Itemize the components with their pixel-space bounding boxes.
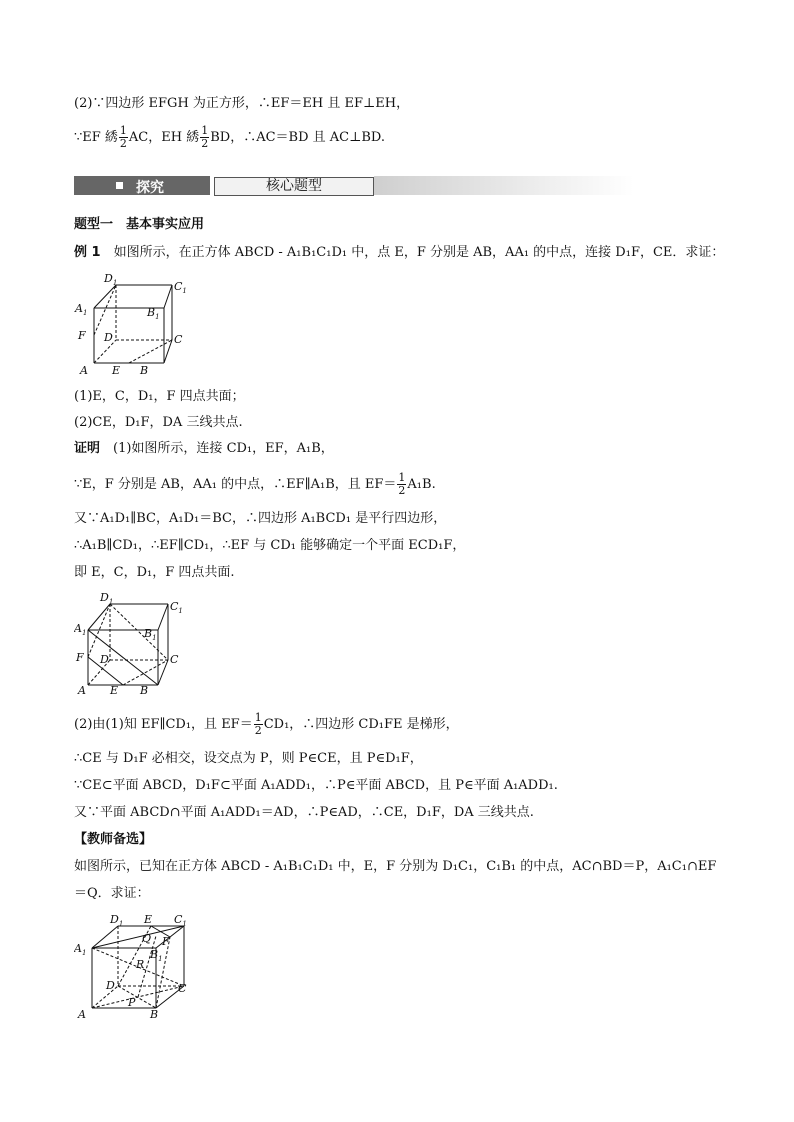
proof-line-6: [74, 712, 459, 737]
label-b1: $B_1$: [147, 306, 160, 321]
label-r: R: [136, 958, 145, 971]
label-q: Q: [142, 932, 152, 945]
label-d: D: [106, 979, 115, 992]
proof-label: 证明: [74, 441, 101, 456]
label-f: F: [76, 651, 84, 664]
example-line: [74, 244, 724, 262]
proof-line-4: ∴A₁B∥CD₁，∴EF∥CD₁，∴EF 与 CD₁ 能够确定一个平面 ECD₁F，: [74, 538, 466, 553]
cube-figure-1: [74, 268, 194, 378]
label-b: B: [150, 1008, 159, 1021]
proof-line-3: 又∵A₁D₁∥BC，A₁D₁＝BC，∴四边形 A₁BCD₁ 是平行四边形，: [74, 511, 447, 526]
teacher-line-1: 如图所示，已知在正方体 ABCD - A₁B₁C₁D₁ 中，E，F 分别为 D₁C₁，C₁B₁ 的中点，AC∩BD＝P，A₁C₁∩EF: [74, 859, 717, 874]
teacher-line-2: ＝Q．求证：: [74, 886, 150, 901]
proof-line-2: [74, 472, 436, 497]
edge-a1d1: [94, 285, 116, 308]
text-line-p2: [74, 125, 385, 150]
label-d1: $D_1$: [104, 272, 118, 287]
label-e: E: [112, 364, 121, 377]
label-c1: $C_1$: [174, 280, 187, 295]
label-d: D: [100, 653, 109, 666]
proof-line-5: 即 E，C，D₁，F 四点共面.: [74, 565, 235, 580]
cube-figure-3: [74, 910, 204, 1025]
label-a: A: [78, 684, 86, 697]
frac-num: 1: [201, 124, 209, 137]
label-a: A: [80, 364, 88, 377]
section-title: 题型一 基本事实应用: [74, 217, 205, 232]
label-b: B: [140, 684, 149, 697]
label-e: E: [110, 684, 119, 697]
label-a1: $A_1$: [74, 942, 87, 957]
proof-line-7: ∴CE 与 D₁F 必相交，设交点为 P，则 P∈CE，且 P∈D₁F，: [74, 751, 423, 766]
cube-figure-2: [74, 590, 194, 700]
label-p: P: [128, 996, 136, 1009]
frac-den: 2: [119, 137, 127, 150]
fraction-half: [254, 712, 263, 737]
label-d: D: [104, 331, 113, 344]
text-line-p1: (2)∵四边形 EFGH 为正方形，∴EF＝EH 且 EF⊥EH，: [74, 96, 410, 111]
teacher-label: 【教师备选】: [74, 832, 153, 847]
label-f: F: [162, 935, 170, 948]
label-c: C: [178, 982, 187, 995]
frac-num: 1: [254, 711, 262, 724]
proof-text-2b: A₁B.: [407, 477, 436, 492]
label-a1: $A_1$: [75, 302, 88, 317]
label-b1: $B_1$: [144, 627, 157, 642]
segment-ec: [123, 660, 168, 685]
proof-text-2a: ∵E，F 分别是 AB，AA₁ 的中点，∴EF∥A₁B，且 EF＝: [74, 477, 397, 492]
frac-den: 2: [201, 137, 209, 150]
p2-a: ∵EF 綉: [74, 130, 118, 145]
example-label: 例 1: [74, 245, 101, 260]
fraction-half: [397, 472, 406, 497]
label-e: E: [144, 913, 153, 926]
label-d1: $D_1$: [110, 913, 124, 928]
fraction-half: [119, 125, 128, 150]
frac-den: 2: [398, 484, 406, 497]
label-b1: $B_1$: [150, 948, 163, 963]
edge-bc: [158, 660, 168, 685]
label-c: C: [174, 333, 183, 346]
segment-cd1: [110, 604, 168, 660]
label-c1: $C_1$: [170, 600, 183, 615]
question-1: (1)E，C，D₁，F 四点共面；: [74, 389, 245, 404]
edge-b1c1: [164, 285, 172, 308]
frac-den: 2: [254, 724, 262, 737]
proof-line-9: 又∵平面 ABCD∩平面 A₁ADD₁＝AD，∴P∈AD，∴CE，D₁F，DA 三线共点.: [74, 805, 534, 820]
edge-b1c1: [158, 604, 168, 630]
frac-num: 1: [119, 124, 127, 137]
banner-right-label: 核心题型: [214, 177, 374, 196]
frac-num: 1: [398, 471, 406, 484]
label-f: F: [78, 329, 86, 342]
question-2: (2)CE，D₁F，DA 三线共点.: [74, 415, 243, 430]
proof-text-6b: CD₁，∴四边形 CD₁FE 是梯形，: [263, 717, 459, 732]
proof-line-1: [74, 440, 334, 458]
proof-text-6a: (2)由(1)知 EF∥CD₁，且 EF＝: [74, 717, 253, 732]
proof-line-8: ∵CE⊂平面 ABCD，D₁F⊂平面 A₁ADD₁，∴P∈平面 ABCD，且 P∈平面 A₁ADD₁.: [74, 778, 558, 793]
banner-left-label: 探究: [136, 180, 164, 196]
square-bullet-icon: [116, 182, 123, 189]
label-a1: $A_1$: [74, 622, 87, 637]
banner-fade-bar: [374, 176, 634, 195]
p2-c: BD，∴AC＝BD 且 AC⊥BD.: [210, 130, 385, 145]
example-text: 如图所示，在正方体 ABCD - A₁B₁C₁D₁ 中，点 E，F 分别是 AB，AA₁ 的中点，连接 D₁F，CE．求证：: [100, 245, 725, 260]
proof-text-1: (1)如图所示，连接 CD₁，EF，A₁B，: [100, 441, 334, 456]
segment-fd1: [94, 285, 116, 335]
section-banner: [74, 176, 634, 195]
segment-bd: [118, 986, 156, 1008]
label-b: B: [140, 364, 149, 377]
edge-a1d1: [88, 604, 110, 630]
p2-b: AC，EH 綉: [128, 130, 200, 145]
label-a: A: [78, 1008, 86, 1021]
label-c: C: [170, 653, 179, 666]
label-d1: $D_1$: [100, 591, 114, 606]
fraction-half: [200, 125, 209, 150]
label-c1: $C_1$: [174, 913, 187, 928]
